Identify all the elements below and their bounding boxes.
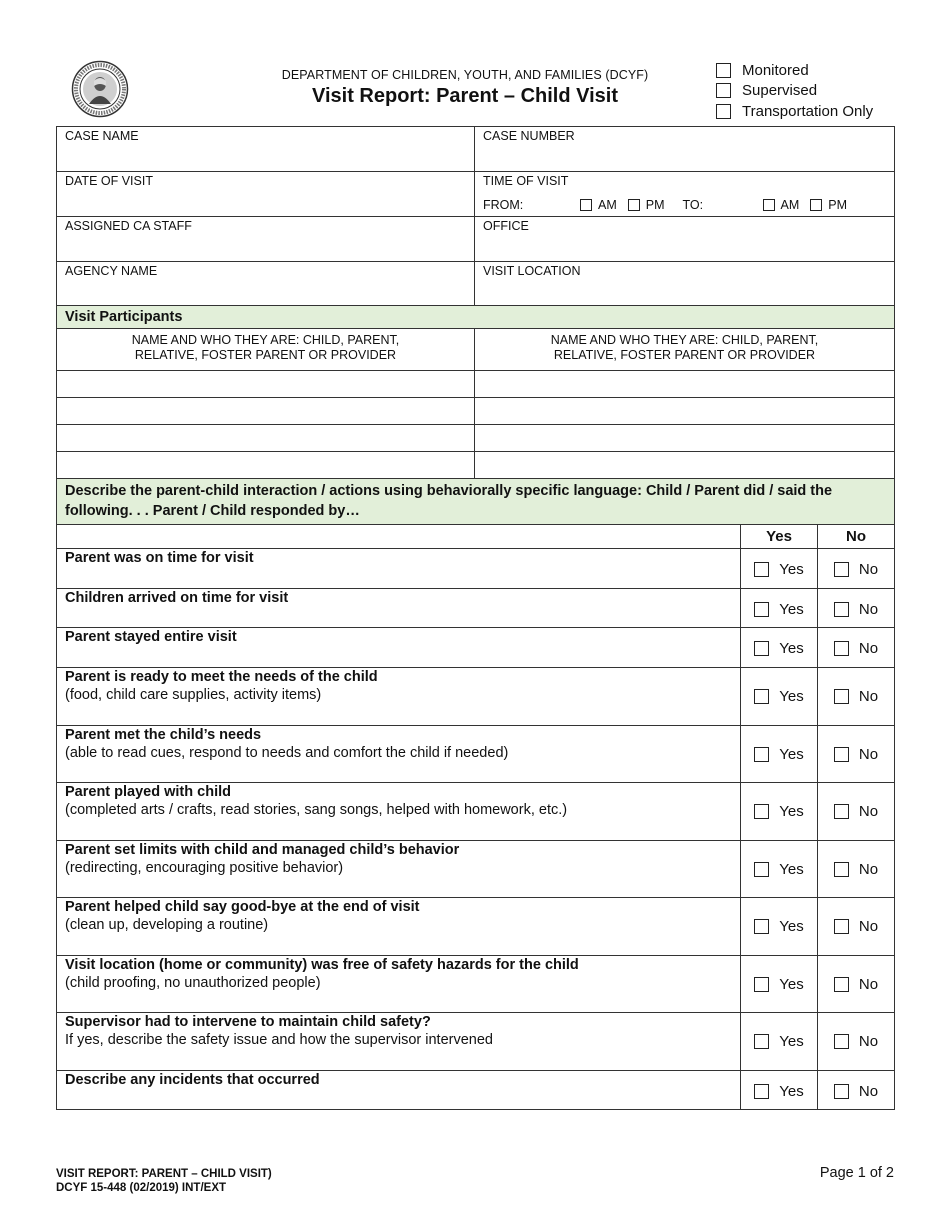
from-am-label: AM bbox=[598, 198, 617, 212]
no-option[interactable] bbox=[818, 783, 894, 840]
yes-option[interactable] bbox=[741, 628, 818, 667]
question-text bbox=[57, 549, 741, 588]
visit-location-field[interactable] bbox=[475, 262, 894, 305]
no-checkbox[interactable] bbox=[834, 747, 849, 762]
no-option[interactable] bbox=[818, 589, 894, 627]
visit-type-monitored[interactable] bbox=[716, 60, 873, 81]
no-checkbox[interactable] bbox=[834, 977, 849, 992]
yes-label: Yes bbox=[779, 561, 804, 578]
time-of-visit-field bbox=[475, 172, 894, 216]
question-row bbox=[57, 841, 894, 898]
time-of-visit-label: TIME OF VISIT bbox=[483, 174, 569, 188]
yes-option[interactable] bbox=[741, 589, 818, 627]
yes-label: Yes bbox=[779, 745, 804, 763]
agency-name-label: AGENCY NAME bbox=[65, 264, 158, 278]
time-range bbox=[483, 198, 847, 212]
participant-input-right[interactable] bbox=[475, 371, 894, 397]
monitored-checkbox[interactable] bbox=[716, 63, 731, 78]
yes-option[interactable] bbox=[741, 956, 818, 1012]
participants-heading: Visit Participants bbox=[57, 306, 894, 328]
monitored-label: Monitored bbox=[742, 61, 809, 79]
question-text bbox=[57, 668, 741, 725]
question-title: Parent met the child’s needs bbox=[65, 727, 262, 743]
assigned-staff-label: ASSIGNED CA STAFF bbox=[65, 219, 192, 233]
question-title: Parent stayed entire visit bbox=[65, 629, 237, 645]
question-text bbox=[57, 589, 741, 627]
question-detail: (able to read cues, respond to needs and comfort the child if needed) bbox=[65, 745, 509, 761]
from-am-checkbox[interactable] bbox=[580, 199, 592, 211]
yes-no-header-row bbox=[57, 525, 894, 549]
question-detail: (food, child care supplies, activity items) bbox=[65, 687, 322, 703]
yes-checkbox[interactable] bbox=[754, 747, 769, 762]
question-row bbox=[57, 628, 894, 668]
agency-location-row bbox=[57, 262, 894, 306]
yes-label: Yes bbox=[779, 688, 804, 705]
date-of-visit-field[interactable] bbox=[57, 172, 475, 216]
yes-checkbox[interactable] bbox=[754, 641, 769, 656]
question-row bbox=[57, 668, 894, 726]
participant-input-left[interactable] bbox=[57, 371, 475, 397]
no-label: No bbox=[858, 600, 879, 618]
interaction-heading-row bbox=[57, 479, 894, 525]
yes-option[interactable] bbox=[741, 726, 818, 782]
question-row bbox=[57, 726, 894, 783]
participant-row bbox=[57, 371, 894, 398]
no-column-header: No bbox=[846, 528, 866, 545]
case-name-label: CASE NAME bbox=[65, 129, 139, 143]
yes-checkbox[interactable] bbox=[754, 602, 769, 617]
visit-type-transportation[interactable] bbox=[716, 101, 873, 122]
participant-row bbox=[57, 398, 894, 425]
no-option[interactable] bbox=[818, 956, 894, 1012]
from-label: FROM: bbox=[483, 198, 524, 212]
yes-label: Yes bbox=[779, 975, 804, 993]
no-checkbox[interactable] bbox=[834, 641, 849, 656]
question-detail: (clean up, developing a routine) bbox=[65, 917, 269, 933]
no-option[interactable] bbox=[818, 668, 894, 725]
yes-option[interactable] bbox=[741, 549, 818, 588]
assigned-staff-field[interactable] bbox=[57, 217, 475, 261]
question-text bbox=[57, 628, 741, 667]
question-row bbox=[57, 1071, 894, 1109]
participant-input-right[interactable] bbox=[475, 425, 894, 451]
to-pm-checkbox[interactable] bbox=[810, 199, 822, 211]
participant-row bbox=[57, 425, 894, 452]
from-pm-label: PM bbox=[645, 198, 665, 212]
yes-option[interactable] bbox=[741, 668, 818, 725]
yes-label: Yes bbox=[779, 640, 804, 657]
question-title: Supervisor had to intervene to maintain child safety? bbox=[65, 1014, 431, 1030]
case-number-field[interactable] bbox=[475, 127, 894, 171]
question-title: Parent was on time for visit bbox=[65, 550, 254, 566]
to-am-checkbox[interactable] bbox=[763, 199, 775, 211]
participant-input-right[interactable] bbox=[475, 452, 894, 478]
question-title: Describe any incidents that occurred bbox=[65, 1072, 320, 1088]
yes-checkbox[interactable] bbox=[754, 1034, 769, 1049]
no-checkbox[interactable] bbox=[834, 919, 849, 934]
footer-form-title: VISIT REPORT: PARENT – CHILD VISIT) bbox=[56, 1168, 272, 1180]
question-row bbox=[57, 1013, 894, 1071]
state-seal-icon bbox=[71, 60, 129, 118]
yes-checkbox[interactable] bbox=[754, 804, 769, 819]
form-footer-id bbox=[56, 1167, 272, 1195]
question-row bbox=[57, 956, 894, 1013]
no-label: No bbox=[858, 803, 879, 820]
from-pm-checkbox[interactable] bbox=[628, 199, 640, 211]
no-checkbox[interactable] bbox=[834, 689, 849, 704]
yes-checkbox[interactable] bbox=[754, 689, 769, 704]
yes-checkbox[interactable] bbox=[754, 919, 769, 934]
department-name: DEPARTMENT OF CHILDREN, YOUTH, AND FAMILIES (DCYF) bbox=[281, 68, 649, 82]
visit-type-options bbox=[716, 60, 873, 122]
question-row bbox=[57, 898, 894, 956]
participant-row bbox=[57, 452, 894, 479]
page-number: Page 1 of 2 bbox=[819, 1165, 894, 1181]
question-title: Parent helped child say good-bye at the end of visit bbox=[65, 899, 420, 915]
date-of-visit-label: DATE OF VISIT bbox=[65, 174, 153, 188]
no-label: No bbox=[858, 975, 879, 993]
transportation-only-label: Transportation Only bbox=[742, 102, 874, 120]
interaction-heading: Describe the parent-child interaction / actions using behaviorally specific language: Child / Parent did / said the following. . . Parent / Child responded by… bbox=[57, 479, 894, 524]
no-checkbox[interactable] bbox=[834, 1084, 849, 1099]
no-option[interactable] bbox=[818, 549, 894, 588]
yes-option[interactable] bbox=[741, 841, 818, 897]
no-option[interactable] bbox=[818, 841, 894, 897]
question-column-header bbox=[57, 525, 741, 548]
participant-input-left[interactable] bbox=[57, 452, 475, 478]
question-row bbox=[57, 589, 894, 628]
no-option[interactable] bbox=[818, 628, 894, 667]
staff-office-row bbox=[57, 217, 894, 262]
participants-column-right-line1: NAME AND WHO THEY ARE: CHILD, PARENT, bbox=[550, 333, 819, 347]
participants-heading-row bbox=[57, 306, 894, 329]
participant-input-left[interactable] bbox=[57, 425, 475, 451]
to-label: TO: bbox=[682, 198, 704, 212]
no-label: No bbox=[858, 561, 879, 578]
question-row bbox=[57, 783, 894, 841]
question-row bbox=[57, 549, 894, 589]
yes-checkbox[interactable] bbox=[754, 862, 769, 877]
to-pm-label: PM bbox=[828, 198, 847, 212]
no-option[interactable] bbox=[818, 898, 894, 955]
no-label: No bbox=[858, 918, 879, 935]
date-time-row bbox=[57, 172, 894, 217]
no-option[interactable] bbox=[818, 1013, 894, 1070]
no-label: No bbox=[858, 688, 879, 705]
visit-report-form bbox=[56, 126, 895, 1110]
participants-column-right-line2: RELATIVE, FOSTER PARENT OR PROVIDER bbox=[553, 348, 816, 362]
no-checkbox[interactable] bbox=[834, 562, 849, 577]
participants-column-right bbox=[475, 329, 894, 370]
no-label: No bbox=[858, 1033, 879, 1050]
yes-checkbox[interactable] bbox=[754, 1084, 769, 1099]
question-text bbox=[57, 898, 741, 955]
question-text bbox=[57, 841, 741, 897]
question-detail: (completed arts / crafts, read stories, sang songs, helped with homework, etc.) bbox=[65, 802, 568, 818]
yes-checkbox[interactable] bbox=[754, 977, 769, 992]
visit-type-supervised[interactable] bbox=[716, 81, 873, 102]
question-title: Parent played with child bbox=[65, 784, 231, 800]
no-label: No bbox=[858, 1082, 879, 1100]
case-number-label: CASE NUMBER bbox=[483, 129, 575, 143]
no-checkbox[interactable] bbox=[834, 602, 849, 617]
participants-columns-row bbox=[57, 329, 894, 371]
no-checkbox[interactable] bbox=[834, 1034, 849, 1049]
yes-option[interactable] bbox=[741, 783, 818, 840]
yes-label: Yes bbox=[779, 918, 804, 935]
yes-option[interactable] bbox=[741, 1013, 818, 1070]
to-am-label: AM bbox=[780, 198, 800, 212]
form-header bbox=[0, 0, 950, 126]
participants-column-left bbox=[57, 329, 475, 370]
question-text bbox=[57, 1071, 741, 1109]
question-title: Children arrived on time for visit bbox=[65, 590, 289, 606]
yes-checkbox[interactable] bbox=[754, 562, 769, 577]
no-option[interactable] bbox=[818, 726, 894, 782]
supervised-label: Supervised bbox=[742, 82, 818, 100]
yes-column-header: Yes bbox=[741, 525, 818, 548]
yes-label: Yes bbox=[779, 1033, 804, 1050]
no-label: No bbox=[858, 860, 879, 878]
question-text bbox=[57, 956, 741, 1012]
case-row bbox=[57, 127, 894, 172]
supervised-checkbox[interactable] bbox=[716, 83, 731, 98]
no-label: No bbox=[858, 640, 879, 657]
question-detail: (child proofing, no unauthorized people) bbox=[65, 975, 321, 991]
participant-input-left[interactable] bbox=[57, 398, 475, 424]
yes-option[interactable] bbox=[741, 898, 818, 955]
question-title: Parent set limits with child and managed child’s behavior bbox=[65, 842, 460, 858]
case-name-field[interactable] bbox=[57, 127, 475, 171]
form-title: Visit Report: Parent – Child Visit bbox=[312, 85, 618, 107]
participant-input-right[interactable] bbox=[475, 398, 894, 424]
no-option[interactable] bbox=[818, 1071, 894, 1109]
participants-column-left-line2: RELATIVE, FOSTER PARENT OR PROVIDER bbox=[134, 348, 397, 362]
visit-location-label: VISIT LOCATION bbox=[483, 264, 581, 278]
participants-column-left-line1: NAME AND WHO THEY ARE: CHILD, PARENT, bbox=[131, 333, 400, 347]
question-detail: (redirecting, encouraging positive behavior) bbox=[65, 860, 344, 876]
yes-label: Yes bbox=[779, 803, 804, 820]
question-text bbox=[57, 726, 741, 782]
yes-label: Yes bbox=[779, 1082, 804, 1100]
footer-form-number: DCYF 15-448 (02/2019) INT/EXT bbox=[56, 1182, 227, 1194]
office-label: OFFICE bbox=[483, 219, 529, 233]
no-checkbox[interactable] bbox=[834, 862, 849, 877]
yes-label: Yes bbox=[779, 860, 804, 878]
yes-label: Yes bbox=[779, 600, 804, 618]
transportation-only-checkbox[interactable] bbox=[716, 104, 731, 119]
question-text bbox=[57, 783, 741, 840]
no-label: No bbox=[858, 745, 879, 763]
question-detail: If yes, describe the safety issue and how the supervisor intervened bbox=[65, 1032, 493, 1048]
agency-name-field[interactable] bbox=[57, 262, 475, 305]
question-text bbox=[57, 1013, 741, 1070]
yes-option[interactable] bbox=[741, 1071, 818, 1109]
question-title: Visit location (home or community) was free of safety hazards for the child bbox=[65, 957, 579, 973]
no-checkbox[interactable] bbox=[834, 804, 849, 819]
office-field[interactable] bbox=[475, 217, 894, 261]
question-title: Parent is ready to meet the needs of the child bbox=[65, 669, 378, 685]
